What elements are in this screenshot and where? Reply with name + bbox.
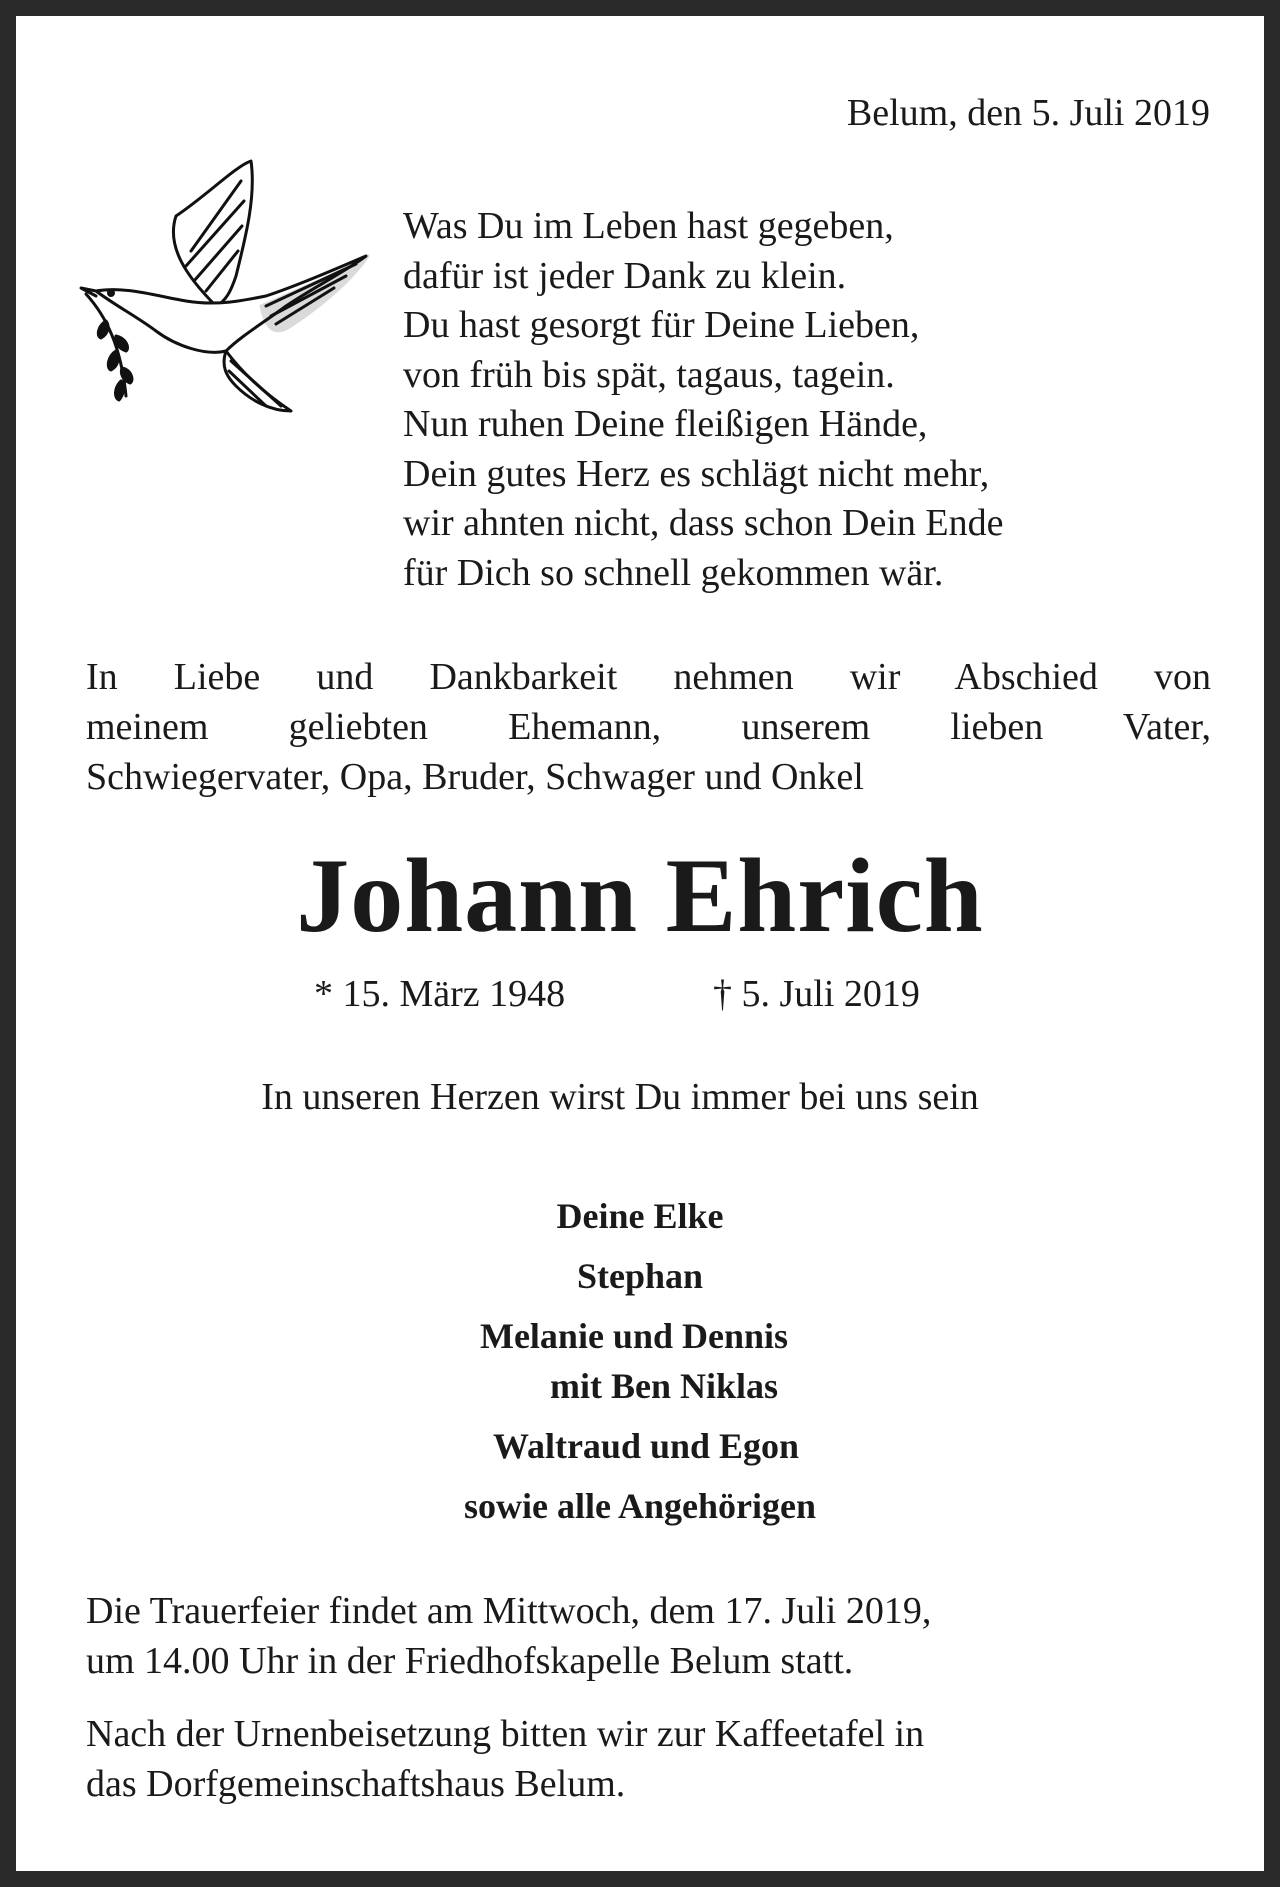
- intro-line: In Liebe und Dankbarkeit nehmen wir Abschied von: [86, 656, 1211, 698]
- poem-line: Nun ruhen Deine fleißigen Hände,: [403, 403, 928, 445]
- mourner: sowie alle Angehörigen: [464, 1486, 816, 1526]
- poem: [403, 202, 1223, 598]
- poem-line: dafür ist jeder Dank zu klein.: [403, 254, 847, 297]
- mourner: Stephan: [576, 1256, 704, 1296]
- ceremony-line: um 14.00 Uhr in der Friedhofskapelle Belum statt.: [86, 1640, 854, 1682]
- mourner: Melanie und Dennis: [479, 1316, 789, 1356]
- farewell-intro: [86, 652, 1211, 802]
- deceased-name: Johann Ehrich: [296, 837, 984, 954]
- poem-line: Was Du im Leben hast gegeben,: [403, 205, 894, 247]
- reception-info: [86, 1709, 1226, 1809]
- reception-line: Nach der Urnenbeisetzung bitten wir zur Kaffeetafel in: [86, 1713, 925, 1755]
- ceremony-line: Die Trauerfeier findet am Mittwoch, dem 17. Juli 2019,: [86, 1590, 932, 1632]
- mourner: Waltraud und Egon: [492, 1426, 800, 1466]
- dove-with-olive-branch-icon: [66, 156, 396, 486]
- mourner: mit Ben Niklas: [550, 1366, 779, 1406]
- funeral-service-info: [86, 1586, 1226, 1686]
- intro-line: meinem geliebten Ehemann, unserem lieben Vater,: [86, 706, 1211, 748]
- memorial-motto: In unseren Herzen wirst Du immer bei uns sein: [261, 1076, 979, 1118]
- death-date: † 5. Juli 2019: [713, 973, 920, 1015]
- mourner: Deine Elke: [556, 1196, 724, 1236]
- poem-line: Du hast gesorgt für Deine Lieben,: [403, 304, 920, 346]
- poem-line: wir ahnten nicht, dass schon Dein Ende: [403, 502, 1004, 544]
- poem-line: für Dich so schnell gekommen wär.: [403, 551, 944, 594]
- poem-line: von früh bis spät, tagaus, tagein.: [403, 353, 895, 396]
- poem-line: Dein gutes Herz es schlägt nicht mehr,: [403, 452, 990, 495]
- reception-line: das Dorfgemeinschaftshaus Belum.: [86, 1763, 626, 1805]
- obituary-notice: [16, 16, 1264, 1871]
- place-date: Belum, den 5. Juli 2019: [846, 92, 1210, 134]
- intro-line: Schwiegervater, Opa, Bruder, Schwager und Onkel: [86, 756, 864, 798]
- birth-date: * 15. März 1948: [314, 973, 566, 1015]
